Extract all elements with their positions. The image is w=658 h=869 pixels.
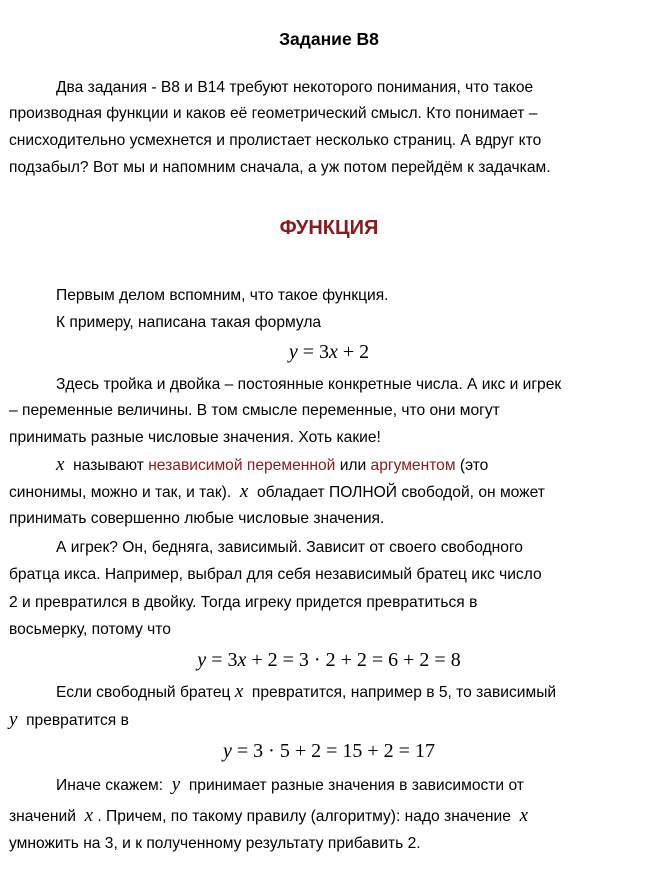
text: значений <box>9 808 85 825</box>
math-y: y <box>171 774 181 795</box>
paragraph-2: К примеру, написана такая формула <box>56 314 322 331</box>
paragraph-7-line-1 <box>56 775 524 796</box>
math-x: x <box>56 454 65 475</box>
paragraph-3-line-1: Здесь тройка и двойка – постоянные конкретные числа. А икс и игрек <box>56 376 562 393</box>
paragraph-5-line-4: восьмерку, потому что <box>9 621 171 638</box>
paragraph-5-line-2: братца икса. Например, выбрал для себя независимый братец икс число <box>9 566 542 583</box>
paragraph-5-line-1: А игрек? Он, бедняга, зависимый. Зависит от своего свободного <box>56 539 523 556</box>
text: Если свободный братец <box>56 684 235 701</box>
formula-1-rest: + 2 <box>337 341 370 363</box>
text: превратится, например в 5, то зависимый <box>243 684 557 701</box>
formula-1-eq: = 3 <box>297 341 329 363</box>
intro-line-1: Два задания - B8 и B14 требуют некоторого понимания, что такое <box>56 79 534 96</box>
paragraph-6-line-2 <box>9 710 129 731</box>
page-title: Задание B8 <box>279 29 379 49</box>
formula-3-y: y <box>223 740 232 762</box>
formula-3-rest: = 3 · 5 + 2 = 15 + 2 = 17 <box>231 740 435 762</box>
math-x: x <box>84 805 94 826</box>
paragraph-7-line-3: умножить на 3, и к полученному результату прибавить 2. <box>9 835 421 852</box>
formula-1-x: x <box>329 341 338 363</box>
math-x: x <box>234 681 244 702</box>
text: Иначе скажем: <box>56 777 172 794</box>
term-independent-variable: независимой переменной <box>148 457 336 474</box>
paragraph-6-line-1 <box>56 682 556 703</box>
term-argument: аргументом <box>370 457 456 474</box>
text: превратится в <box>17 712 129 729</box>
formula-1-y: y <box>288 341 298 363</box>
intro-line-2: производная функции и каков её геометрический смысл. Кто понимает – <box>9 105 538 122</box>
text: называют <box>64 457 149 474</box>
text: синонимы, можно и так, и так). <box>9 484 240 501</box>
intro-line-4: подзабыл? Вот мы и напомним сначала, а уж потом перейдём к задачкам. <box>9 159 551 176</box>
paragraph-4-line-2 <box>9 482 545 503</box>
paragraph-7-line-2 <box>9 806 528 827</box>
paragraph-1: Первым делом вспомним, что такое функция. <box>56 287 389 304</box>
text: обладает ПОЛНОЙ свободой, он может <box>248 484 545 501</box>
text: или <box>335 457 371 474</box>
math-x: x <box>239 481 249 502</box>
text: принимает разные значения в зависимости от <box>180 777 524 794</box>
formula-2-x: x <box>237 649 247 671</box>
intro-line-3: снисходительно усмехнется и пролистает несколько страниц. А вдруг кто <box>9 132 542 149</box>
formula-2 <box>0 648 658 672</box>
formula-1 <box>0 340 658 364</box>
math-y: y <box>9 709 18 730</box>
paragraph-3-line-3: принимать разные числовые значения. Хоть какие! <box>9 429 381 446</box>
formula-2-a: = 3 <box>206 649 238 671</box>
text: . Причем, по такому правилу (алгоритму): надо значение <box>93 808 520 825</box>
paragraph-3-line-2: – переменные величины. В том смысле переменные, что они могут <box>9 402 500 419</box>
text: (это <box>455 457 489 474</box>
paragraph-5-line-3: 2 и превратился в двойку. Тогда игреку придется превратиться в <box>9 594 478 611</box>
formula-2-b: + 2 = 3 · 2 + 2 = 6 + 2 = 8 <box>246 649 461 671</box>
section-heading: ФУНКЦИЯ <box>279 217 379 239</box>
paragraph-4-line-1 <box>56 455 488 476</box>
formula-3 <box>0 739 658 763</box>
math-x: x <box>519 805 529 826</box>
formula-2-y: y <box>197 649 207 671</box>
paragraph-4-line-3: принимать совершенно любые числовые значения. <box>9 510 385 527</box>
